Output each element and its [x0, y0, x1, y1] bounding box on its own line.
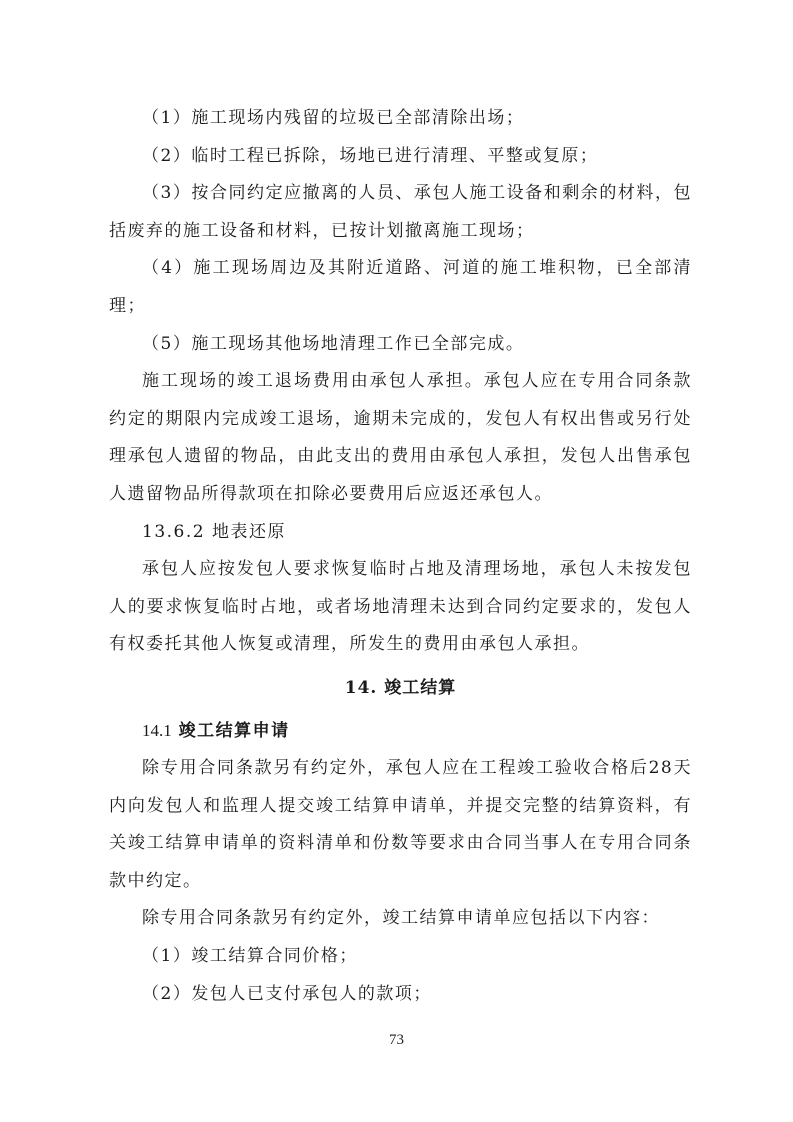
clause-heading-13-6-2: 13.6.2 地表还原 — [142, 521, 286, 542]
page-number: 73 — [389, 1032, 404, 1048]
list-item-5: （5）施工现场其他场地清理工作已全部完成。 — [142, 333, 525, 354]
settlement-application-paragraph: 除专用合同条款另有约定外，承包人应在工程竣工验收合格后28天内向发包人和监理人提交竣工结算申请单，并提交完整的结算资料，有关竣工结算申请单的资料清单和份数等要求由合同当事人在专用合同条款中约定。 — [109, 758, 692, 891]
subsection-heading — [109, 710, 692, 751]
list-item-4: （4）施工现场周边及其附近道路、河道的施工堆积物，已全部清理； — [109, 258, 692, 316]
exit-cost-paragraph: 施工现场的竣工退场费用由承包人承担。承包人应在专用合同条款约定的期限内完成竣工退场，逾期未完成的，发包人有权出售或另行处理承包人遗留的物品，由此支出的费用由承包人承担，发包人出售承包人遗留物品所得款项在扣除必要费用后应返还承包人。 — [109, 371, 692, 504]
page-content — [109, 100, 692, 1013]
surface-restoration-paragraph: 承包人应按发包人要求恢复临时占地及清理场地，承包人未按发包人的要求恢复临时占地，或者场地清理未达到合同约定要求的，发包人有权委托其他人恢复或清理，所发生的费用由承包人承担。 — [109, 559, 692, 655]
section-heading: 14. 竣工结算 — [344, 677, 457, 698]
list-item-3: （3）按合同约定应撤离的人员、承包人施工设备和剩余的材料，包括废弃的施工设备和材料，已按计划撤离施工现场； — [109, 183, 692, 241]
settlement-item-2: （2）发包人已支付承包人的款项； — [142, 983, 432, 1004]
subsection-title: 竣工结算申请 — [178, 720, 290, 741]
settlement-item-1: （1）竣工结算合同价格； — [142, 946, 358, 967]
list-item-2: （2）临时工程已拆除，场地已进行清理、平整或复原； — [142, 145, 599, 166]
list-item-1: （1）施工现场内残留的垃圾已全部清除出场； — [142, 108, 525, 128]
settlement-contents-intro: 除专用合同条款另有约定外，竣工结算申请单应包括以下内容： — [142, 908, 660, 929]
subsection-number: 14.1 — [142, 720, 172, 740]
